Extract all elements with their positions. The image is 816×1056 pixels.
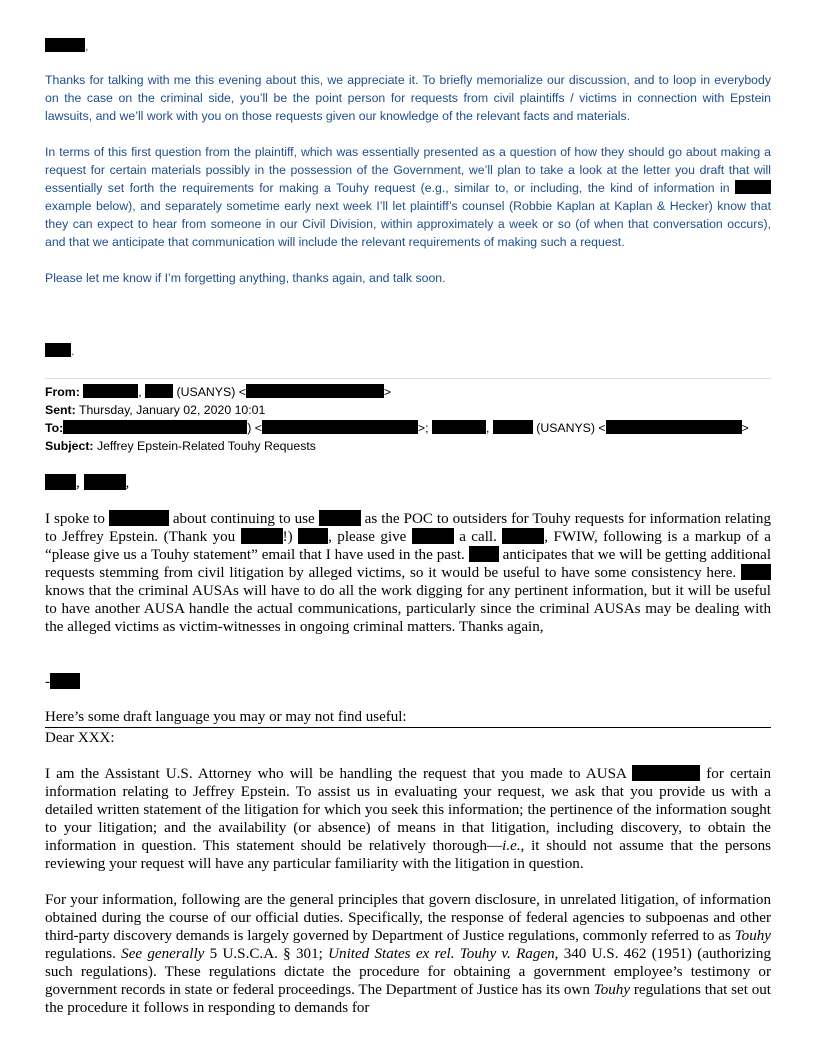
subject-line: Subject: Jeffrey Epstein-Related Touhy Requests [45, 439, 316, 453]
redaction-box [83, 384, 138, 398]
from-line: From: , (USANYS) < > [45, 385, 392, 399]
header-divider [45, 378, 771, 379]
reply-paragraph-1: Thanks for talking with me this evening about this, we appreciate it. To briefly memorialize our discussion, and to loop in everybody on the case on the criminal side, you’ll be the point person for requests from civil plaintiffs / victims in connection with Epstein lawsuits, and we’ll work with you on those requests given our knowledge of the relevant facts and materials. [45, 73, 771, 123]
redaction-box [412, 528, 454, 544]
draft-paragraph-1: I am the Assistant U.S. Attorney who will be handling the request that you made to AUSA for certain information relating to Jeffrey Epstein. To assist us in evaluating your request, we ask that you provide us with a detailed written statement of the litigation for which you seek this information; the pertinence of the information sought to your litigation; and the availability (or absence) of means in that litigation, including discovery, to obtain the information in question. This statement should be relatively thorough—i.e., it should not assume that the persons reviewing your request will have any particular familiarity with the litigation in question. [45, 766, 772, 872]
message-paragraph: I spoke to about continuing to use as the POC to outsiders for Touhy requests for information relating to Jeffrey Epstein. (Thank you !) , please give a call. , FWIW, following is a markup of a “please give us a Touhy statement” email that I have used in the past. anticipates that we will be getting additional requests stemming from civil litigation by alleged victims, so it would be useful to have some consistency here. knows that the criminal AUSAs will have to do all the work digging for any pertinent information, but it will be useful to have another AUSA handle the actual communications, particularly since the criminal AUSAs may be dealing with the alleged victims as victim-witnesses in ongoing criminal matters. Thanks again, [45, 511, 772, 635]
reply-signoff: . [45, 343, 74, 358]
redaction-box [45, 38, 85, 52]
redaction-box [109, 510, 169, 526]
message-greeting: , , [45, 474, 129, 492]
redaction-box [262, 420, 418, 434]
reply-greeting: , [45, 38, 88, 53]
draft-body [45, 765, 771, 1017]
redaction-box [145, 384, 173, 398]
redaction-box [493, 420, 533, 434]
redaction-box [84, 474, 126, 490]
redaction-box [246, 384, 384, 398]
draft-divider [45, 727, 771, 728]
redaction-box [45, 474, 76, 490]
redaction-box [606, 420, 742, 434]
draft-intro: Here’s some draft language you may or may not find useful: [45, 709, 407, 725]
message-body [45, 510, 771, 636]
redaction-box [50, 673, 80, 689]
draft-paragraph-2: For your information, following are the general principles that govern disclosure, in unrelated litigation, of information obtained during the course of our official duties. Specifically, the response of federal agencies to subpoenas and other third-party discovery demands is largely governed by Department of Justice regulations, commonly referred to as Touhy regulations. See generally 5 U.S.C.A. § 301; United States ex rel. Touhy v. Ragen, 340 U.S. 462 (1951) (authorizing such regulations). These regulations dictate the procedure for obtaining a government employee’s testimony or government records in state or federal proceedings. The Department of Justice has its own Touhy regulations that set out the procedure it follows in responding to demands for [45, 892, 772, 1016]
message-signature: - [45, 673, 80, 691]
email-header [45, 383, 771, 455]
redaction-box [632, 765, 700, 781]
redaction-box [319, 510, 361, 526]
redaction-box [63, 420, 247, 434]
redaction-box [741, 564, 771, 580]
draft-salutation: Dear XXX: [45, 730, 115, 746]
redaction-box [502, 528, 544, 544]
to-line: To: ) < >; , (USANYS) < > [45, 421, 749, 435]
sent-line: Sent: Thursday, January 02, 2020 10:01 [45, 403, 266, 417]
reply-paragraph-3: Please let me know if I’m forgetting anything, thanks again, and talk soon. [45, 271, 446, 285]
redaction-box [45, 343, 71, 357]
redaction-box [735, 180, 771, 194]
redaction-box [298, 528, 328, 544]
redaction-box [469, 546, 499, 562]
reply-body [45, 71, 771, 287]
reply-paragraph-2: In terms of this first question from the plaintiff, which was essentially presented as a question of how they should go about making a request for certain materials possibly in the possession of the Government, we’ll plan to take a look at the letter you draft that will essentially set forth the requirements for making a Touhy request (e.g., similar to, or including, the kind of information in example below), and separately sometime early next week I’ll let plaintiff’s counsel (Robbie Kaplan at Kaplan & Hecker) know that they can expect to hear from someone in our Civil Division, within approximately a week or so (of when that conversation occurs), and that we anticipate that communication will include the relevant requirements of making such a request. [45, 145, 771, 249]
redaction-box [432, 420, 486, 434]
redaction-box [241, 528, 283, 544]
